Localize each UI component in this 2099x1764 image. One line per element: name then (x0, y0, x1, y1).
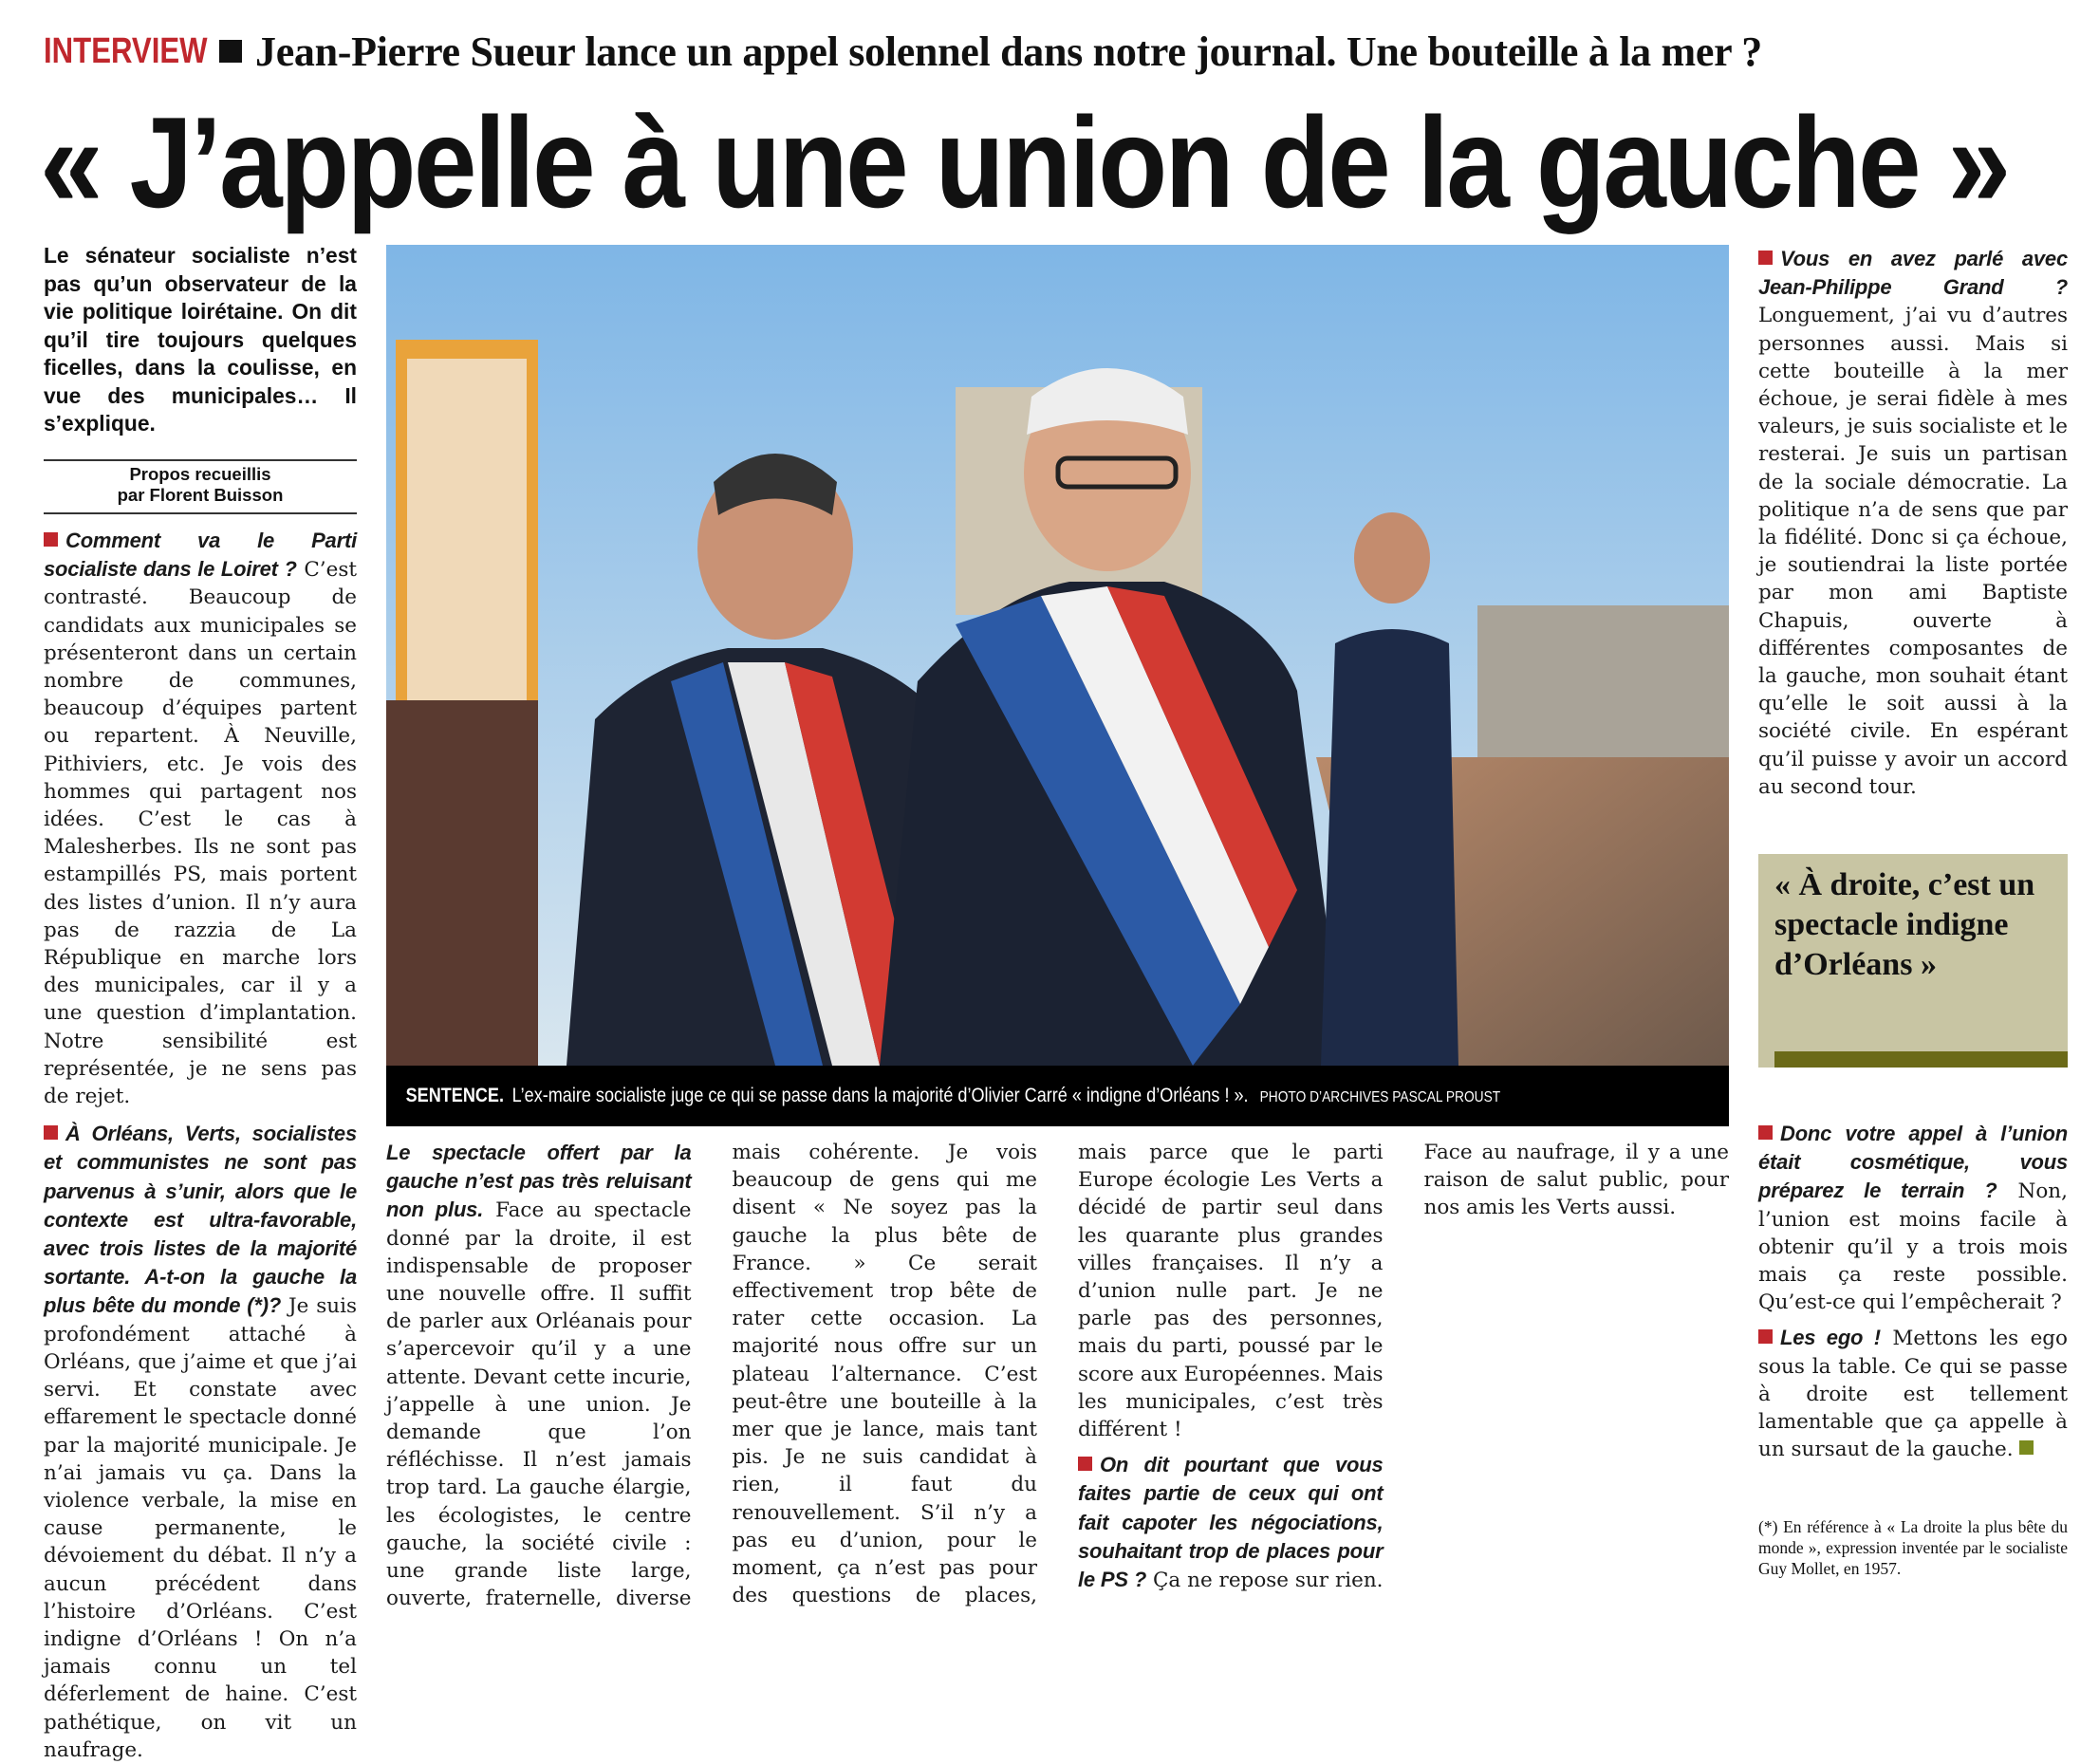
headline: « J’appelle à une union de la gauche » (40, 90, 2009, 234)
answer: Ça ne repose sur rien. Face au naufrage, il y a une raison de salut public, pour nos amis les Verts aussi. (1152, 1141, 1729, 1593)
pullquote-bar (1774, 1051, 2068, 1068)
article-flow (386, 1139, 1729, 1613)
section-tag: INTERVIEW (44, 30, 208, 71)
footnote: (*) En référence à « La droite la plus bête du monde », expression inventée par le socialiste Guy Mollet, en 1957. (1758, 1517, 2068, 1578)
photo-caption (386, 1066, 1729, 1126)
black-square-icon (219, 40, 242, 63)
question: Donc votre appel à l’union était cosmétique, vous préparez le terrain ? (1758, 1122, 2068, 1203)
caption-text: L’ex-maire socialiste juge ce qui se passe dans la majorité d’Olivier Carré « indigne d’Orléans ! ». (511, 1085, 1249, 1106)
photo-illustration (386, 245, 1729, 1066)
red-square-icon (1078, 1457, 1092, 1471)
article-paragraph (1758, 1324, 2068, 1463)
question: À Orléans, Verts, socialistes et communistes ne sont pas parvenus à s’unir, alors que le contexte est ultra-favorable, avec trois listes de la majorité sortante. A-t-on la gauche la plus bête du monde (*)? (44, 1122, 357, 1318)
article-paragraph (1758, 245, 2068, 801)
question: Le spectacle offert par la gauche n’est pas très reluisant non plus. (386, 1141, 692, 1222)
article-photo (386, 245, 1729, 1066)
divider (44, 512, 357, 514)
article-column-1 (44, 527, 357, 1764)
answer: Face au spectacle donné par la droite, il est indispensable de proposer une nouvelle offre. Il suffit de parler aux Orléanais pour s’apercevoir qu’il y a une attente. Devant cette incurie, j’appelle à une union. Je demande que l’on réfléchisse. Il n’est jamais trop tard. La gauche élargie, les écologistes, le centre gauche, la société civile : une grande liste large, ouverte, fraternelle, diverse mais cohérente. Je vois beaucoup de gens qui me disent « Ne soyez pas la gauche la plus bête de France. » Ce serait effectivement trop bête de rater cette occasion. La majorité nous offre sur un plateau l’alternance. C’est peut-être une bouteille à la mer que je lance, mais tant pis. Je ne suis candidat à rien, il faut du renouvellement. S’il n’y a pas eu d’union, pour le moment, ça n’est pas pour des questions de places, mais parce que le parti Europe écologie Les Verts a décidé de partir seul dans les quarante plus grandes villes françaises. Il n’y a d’union nulle part. Je ne parle pas des personnes, mais du parti, poussé par le score aux Européennes. Mais les municipales, c’est très différent ! (386, 1141, 1384, 1611)
byline-line1: Propos recueillis (129, 464, 271, 484)
answer: Non, l’union est moins facile à obtenir qu’il y a trois mois mais ça reste possible. Qu’est-ce qui l’empêcherait ? (1758, 1179, 2068, 1315)
article-paragraph (44, 527, 357, 1110)
answer: C’est contrasté. Beaucoup de candidats aux municipales se présenteront dans un certain nombre de communes, beaucoup d’équipes partent ou repartent. À Neuville, Pithiviers, etc. Je vois des hommes qui partagent nos idées. C’est le cas à Malesherbes. Ils ne sont pas estampillés PS, mais portent des listes d’union. Il n’y aura pas de razzia de La République en marche lors des municipales, car il y a une question d’implantation. Notre sensibilité est représentée, je ne sens pas de rejet. (44, 558, 357, 1109)
pullquote-text: « À droite, c’est un spectacle indigne d’Orléans » (1774, 867, 2035, 982)
article-column-right-lower (1758, 1120, 2068, 1463)
red-square-icon (1758, 251, 1773, 265)
question: Vous en avez parlé avec Jean-Philippe Grand ? (1758, 247, 2068, 300)
question: Les ego ! (1780, 1326, 1881, 1350)
chapo: Le sénateur socialiste n’est pas qu’un observateur de la vie politique loirétaine. On dit qu’il tire toujours quelques ficelles, dans la coulisse, en vue des municipales… Il s’explique. (44, 243, 357, 436)
article-column-right (1758, 245, 2068, 801)
byline-line2: par Florent Buisson (117, 485, 284, 505)
article-paragraph (1758, 1120, 2068, 1316)
article-paragraph (44, 1120, 357, 1764)
answer: Longuement, j’ai vu d’autres personnes aussi. Mais si cette bouteille à la mer échoue, je serai fidèle à mes valeurs, je suis socialiste et le resterai. Je suis un partisan de la sociale démocratie. La politique n’a de sens que par la fidélité. Donc si ça échoue, je soutiendrai la liste portée par mon ami Baptiste Chapuis, ouverte à différentes composantes de la gauche, mon souhait étant qu’elle le soit aussi à la société civile. En espérant qu’il puisse y avoir un accord au second tour. (1758, 304, 2068, 799)
caption-lead: SENTENCE. (405, 1085, 505, 1106)
answer: Mettons les ego sous la table. Ce qui se passe à droite est tellement lamentable que ça appelle à un sursaut de la gauche. (1758, 1327, 2069, 1462)
deck-text: Jean-Pierre Sueur lance un appel solennel dans notre journal. Une bouteille à la mer ? (255, 28, 1762, 75)
question: On dit pourtant que vous faites partie de ceux qui ont fait capoter les négociations, souhaitant trop de places pour le PS ? (1078, 1453, 1384, 1592)
red-square-icon (44, 1125, 58, 1140)
photo-credit: PHOTO D’ARCHIVES PASCAL PROUST (1259, 1089, 1501, 1105)
divider (44, 459, 357, 461)
answer: Je suis profondément attaché à Orléans, que j’aime et que j’ai servi. Et constate avec effarement le spectacle donné par la majorité municipale. Je n’ai jamais vu ça. Dans la violence verbale, la mise en cause permanente, le dévoiement du débat. Il n’y a aucun précédent dans l’histoire d’Orléans. C’est indigne d’Orléans ! On n’a jamais connu un tel déferlement de haine. C’est pathétique, on vit un naufrage. (44, 1294, 357, 1762)
kicker-line (44, 27, 1762, 76)
question: Comment va le Parti socialiste dans le Loiret ? (44, 529, 357, 582)
red-square-icon (44, 532, 58, 547)
byline (44, 464, 357, 506)
red-square-icon (1758, 1125, 1773, 1140)
red-square-icon (1758, 1329, 1773, 1344)
end-mark-icon (2019, 1440, 2034, 1455)
